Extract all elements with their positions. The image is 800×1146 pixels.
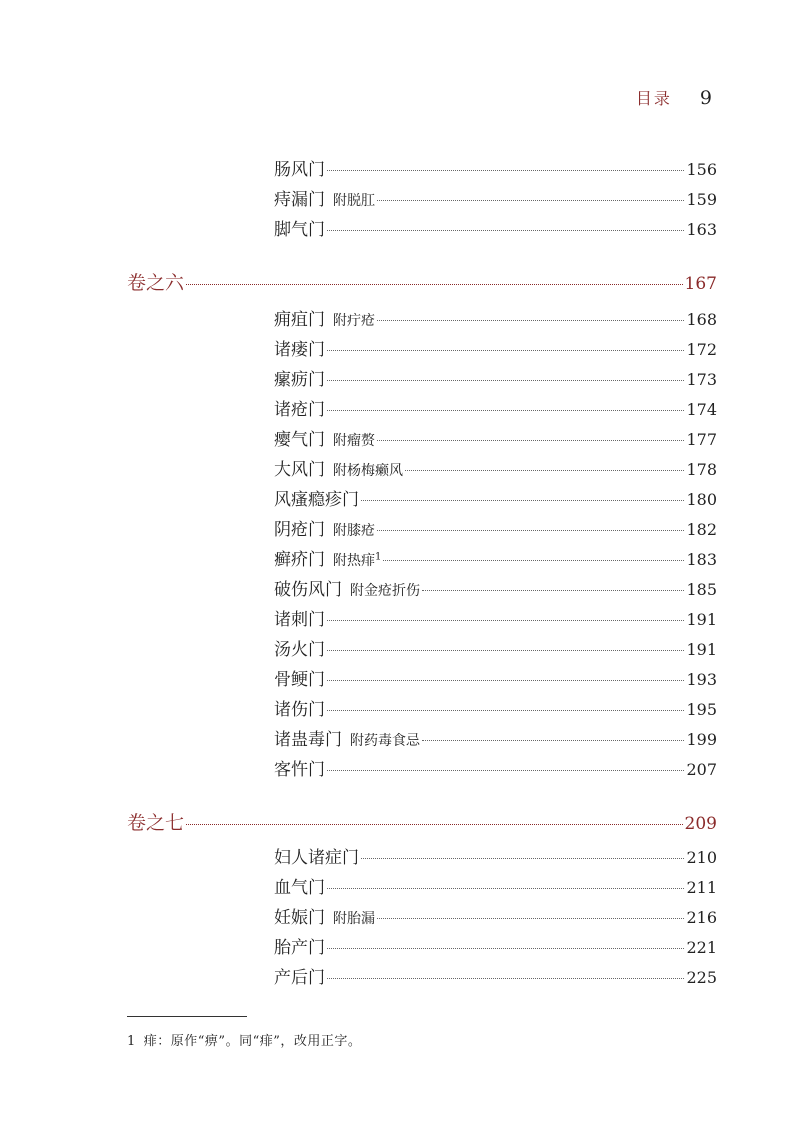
toc-entry-title: 阴疮门 xyxy=(274,520,325,540)
dot-leader xyxy=(327,619,684,621)
toc-entry-title: 脚气门 xyxy=(274,220,325,240)
toc-entry xyxy=(274,699,717,721)
toc-entry-note-text: 附膝疮 xyxy=(333,523,375,539)
dot-leader xyxy=(186,283,683,285)
dot-leader xyxy=(327,409,684,411)
toc-entry xyxy=(274,669,717,691)
toc-entry-page-number: 163 xyxy=(686,220,717,239)
toc-entry-page-number: 191 xyxy=(686,640,717,659)
toc-entry-title: 诸伤门 xyxy=(274,700,325,720)
toc-entry-page-number: 185 xyxy=(686,580,717,599)
dot-leader xyxy=(327,769,684,771)
toc-entry-note-text: 附杨梅癞风 xyxy=(333,463,403,479)
dot-leader xyxy=(327,649,684,651)
toc-entry-title: 诸刺门 xyxy=(274,610,325,630)
dot-leader xyxy=(327,349,684,351)
toc-entry-title: 癣疥门 xyxy=(274,550,325,570)
toc-entry-title: 妇人诸症门 xyxy=(274,848,359,868)
toc-entry-page-number: 211 xyxy=(686,878,717,897)
toc-entry-page-number: 167 xyxy=(684,274,717,294)
toc-entry-appendix-note xyxy=(333,550,381,572)
toc-entry-page-number: 159 xyxy=(686,190,717,209)
toc-entry-note-text: 附金疮折伤 xyxy=(350,583,420,599)
dot-leader xyxy=(377,199,684,201)
toc-entry xyxy=(274,399,717,421)
toc-entry-title: 大风门 xyxy=(274,460,325,480)
toc-entry-page-number: 207 xyxy=(686,760,717,779)
footnote-text: 痱：原作“痹”。同“痱”，改用正字。 xyxy=(143,1034,362,1049)
toc-entry-page-number: 180 xyxy=(686,490,717,509)
dot-leader xyxy=(361,499,684,501)
toc-entry-title: 破伤风门 xyxy=(274,580,342,600)
toc-entry-page-number: 210 xyxy=(686,848,717,867)
footnote xyxy=(127,1030,361,1049)
toc-entry-title: 妊娠门 xyxy=(274,908,325,928)
toc-entry-note-text: 附热痱 xyxy=(333,553,375,569)
toc-entry xyxy=(274,339,717,361)
toc-entry-appendix-note xyxy=(333,460,403,482)
dot-leader xyxy=(405,469,684,471)
toc-entry-title: 骨鲠门 xyxy=(274,670,325,690)
page-number: 9 xyxy=(699,87,712,109)
running-header xyxy=(636,86,712,109)
toc-entry-page-number: 172 xyxy=(686,340,717,359)
toc-entry xyxy=(274,937,717,959)
toc-entry-page-number: 178 xyxy=(686,460,717,479)
toc-entry-page-number: 177 xyxy=(686,430,717,449)
dot-leader xyxy=(422,739,684,741)
dot-leader xyxy=(383,559,684,561)
dot-leader xyxy=(422,589,684,591)
toc-entry-title: 痔漏门 xyxy=(274,190,325,210)
toc-entry-page-number: 173 xyxy=(686,370,717,389)
toc-entry-note-text: 附疔疮 xyxy=(333,313,375,329)
dot-leader xyxy=(186,823,683,825)
dot-leader xyxy=(377,917,684,919)
toc-entry xyxy=(274,639,717,661)
toc-entry-note-text: 附胎漏 xyxy=(333,911,375,927)
toc-entry-title: 诸蛊毒门 xyxy=(274,730,342,750)
toc-entry-appendix-note xyxy=(333,310,375,332)
toc-entry-page-number: 174 xyxy=(686,400,717,419)
toc-entry xyxy=(274,609,717,631)
toc-volume-heading xyxy=(127,812,717,835)
toc-entry-title: 风瘙瘾疹门 xyxy=(274,490,359,510)
dot-leader xyxy=(327,679,684,681)
toc-entry-page-number: 221 xyxy=(686,938,717,957)
header-section-title: 目录 xyxy=(635,89,672,108)
dot-leader xyxy=(327,379,684,381)
toc-entry-appendix-note xyxy=(350,580,420,602)
toc-entry xyxy=(274,219,717,241)
toc-entry-title: 胎产门 xyxy=(274,938,325,958)
toc-entry-title: 诸疮门 xyxy=(274,400,325,420)
toc-entry-page-number: 195 xyxy=(686,700,717,719)
dot-leader xyxy=(361,857,684,859)
toc-entry-page-number: 193 xyxy=(686,670,717,689)
toc-entry-title: 血气门 xyxy=(274,878,325,898)
toc-entry-appendix-note xyxy=(333,908,375,930)
dot-leader xyxy=(327,169,684,171)
toc-entry xyxy=(274,579,717,602)
toc-entry-note-text: 附药毒食忌 xyxy=(350,733,420,749)
toc-entry-title: 产后门 xyxy=(274,968,325,988)
toc-entry-title: 卷之七 xyxy=(127,812,185,834)
toc-entry xyxy=(274,729,717,752)
toc-entry xyxy=(274,459,717,482)
toc-entry-note-text: 附脱肛 xyxy=(333,193,375,209)
toc-entry xyxy=(274,309,717,332)
toc-entry-page-number: 216 xyxy=(686,908,717,927)
dot-leader xyxy=(327,977,684,979)
toc-entry xyxy=(274,877,717,899)
toc-entry xyxy=(274,759,717,781)
dot-leader xyxy=(327,887,684,889)
dot-leader xyxy=(327,229,684,231)
footnote-number: 1 xyxy=(127,1034,136,1049)
toc-entry xyxy=(274,489,717,511)
toc-entry-title: 瘿气门 xyxy=(274,430,325,450)
toc-entry-title: 汤火门 xyxy=(274,640,325,660)
toc-volume-heading xyxy=(127,272,717,295)
toc-entry-title: 客忤门 xyxy=(274,760,325,780)
toc-entry xyxy=(274,159,717,181)
toc-entry-title: 诸瘘门 xyxy=(274,340,325,360)
toc-entry-appendix-note xyxy=(333,190,375,212)
dot-leader xyxy=(327,709,684,711)
toc-entry xyxy=(274,519,717,542)
dot-leader xyxy=(377,529,684,531)
toc-entry xyxy=(274,429,717,452)
dot-leader xyxy=(377,439,684,441)
toc-entry xyxy=(274,189,717,212)
toc-entry xyxy=(274,369,717,391)
toc-entry xyxy=(274,549,717,572)
footnote-rule xyxy=(127,1016,247,1017)
toc-entry-page-number: 156 xyxy=(686,160,717,179)
toc-entry-page-number: 209 xyxy=(684,814,717,834)
toc-entry-page-number: 225 xyxy=(686,968,717,987)
toc-entry-title: 肠风门 xyxy=(274,160,325,180)
toc-entry-title: 瘰疬门 xyxy=(274,370,325,390)
toc-entry-title: 卷之六 xyxy=(127,272,185,294)
toc-entry xyxy=(274,967,717,989)
dot-leader xyxy=(327,947,684,949)
dot-leader xyxy=(377,319,684,321)
toc-entry-page-number: 183 xyxy=(686,550,717,569)
toc-entry-page-number: 182 xyxy=(686,520,717,539)
toc-entry-page-number: 168 xyxy=(686,310,717,329)
toc-entry xyxy=(274,907,717,930)
toc-entry-appendix-note xyxy=(333,520,375,542)
toc-entry-appendix-note xyxy=(350,730,420,752)
toc-entry-page-number: 199 xyxy=(686,730,717,749)
toc-entry-appendix-note xyxy=(333,430,375,452)
toc-entry xyxy=(274,847,717,869)
toc-entry-page-number: 191 xyxy=(686,610,717,629)
toc-entry-note-text: 附瘤赘 xyxy=(333,433,375,449)
toc-entry-title: 痈疽门 xyxy=(274,310,325,330)
footnote-marker: 1 xyxy=(375,551,382,563)
